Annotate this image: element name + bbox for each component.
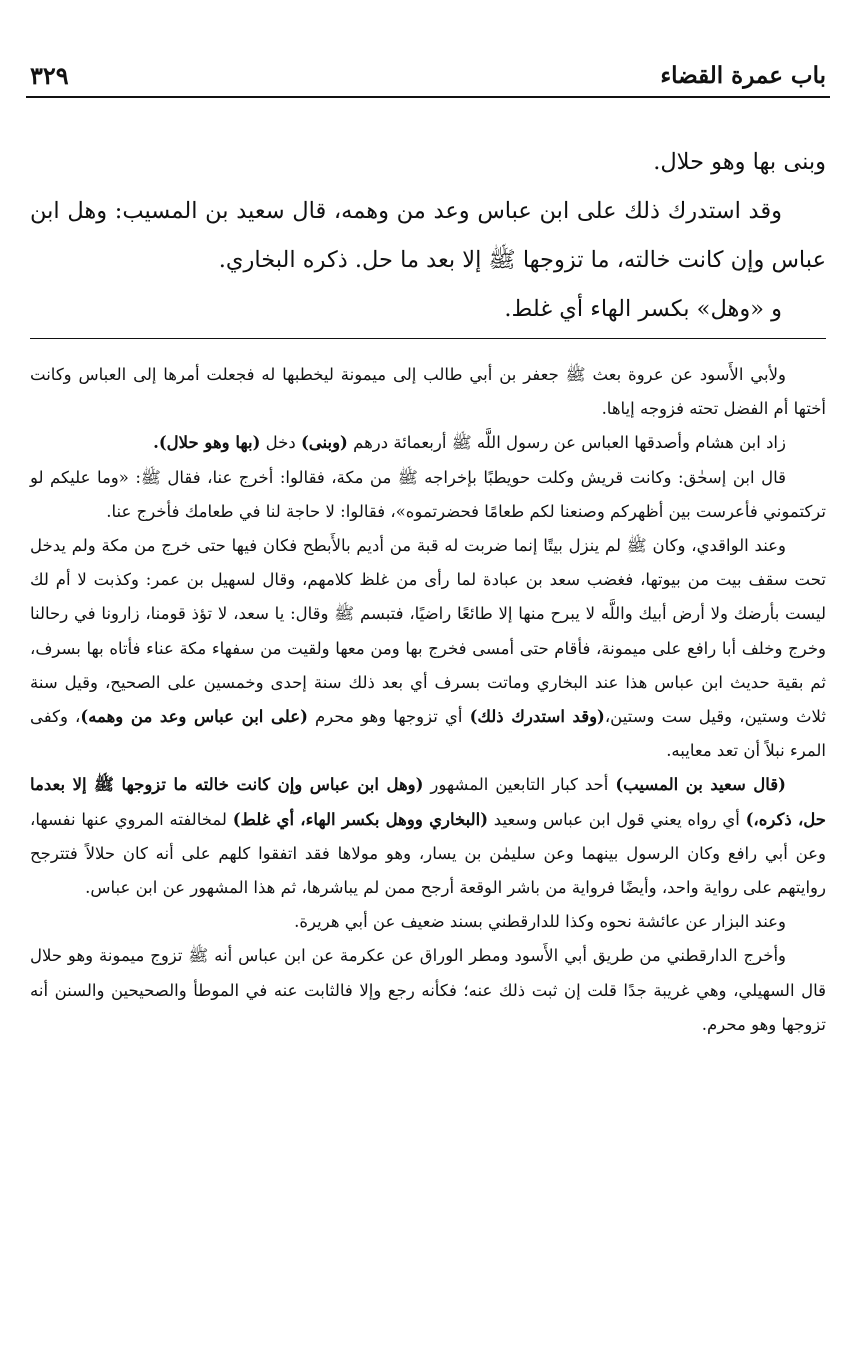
- header-rule: [26, 96, 830, 98]
- section-divider: [30, 338, 826, 339]
- quoted-text: (قال سعيد بن المسيب): [615, 775, 786, 795]
- main-paragraph: وقد استدرك ذلك على ابن عباس وعد من وهمه، قال سعيد بن المسيب: وهل ابن عباس وإن كانت خالته، ما تزوجها ﷺ إلا بعد ما حل. ذكره البخاري.: [30, 198, 826, 273]
- commentary-paragraph: [30, 768, 826, 905]
- commentary-text: وعند الواقدي، وكان ﷺ لم ينزل بيتًا إنما ضربت له قبة من أديم بالأَبطح فكان فيها حتى خرج من مكة ولم يدخل تحت سقف بيت من بيوتها، فغضب سعد بن عبادة لما رأى من غلظ كلامهم، وقال لسهيل بن عمر: وكذبت لا أم لك ليست بأرضك ولا أرض أبيك واللَّه لا يبرح منها إلا طائعًا راضيًا، فتبسم ﷺ وقال: يا سعد، لا تؤذ قومنا، زارونا في رحالنا وخرج وخلف أبا رافع على ميمونة، فأقام حتى أمسى فخرج بها ومن معها ولقيت من سفهاء مكة عناء فأتاه بها بسرف، ثم بقية حديث ابن عباس هذا عند البخاري وماتت بسرف أي بعد ذلك سنة إحدى وخمسين على الصحيح، وقيل سنة ثلاث وستين، وقيل ست وستين،: [30, 536, 826, 727]
- running-header: [30, 58, 826, 92]
- commentary-text: دخل: [260, 433, 301, 453]
- quoted-text: (وهل ابن عباس وإن كانت خالته ما تزوجها ﷺ إلا بعدما حل، ذكره،): [30, 775, 826, 829]
- commentary-text: أي رواه يعني قول ابن عباس وسعيد: [488, 809, 746, 829]
- commentary-text: لمخالفته المروي عنها نفسها، وعن أبي رافع وكان الرسول بينهما وعن سليمٰن بن يسار، وهو مولاها فقد اتفقوا كلهم على أنه كان حلالاً فتترجح روايتهم على رواية واحد، وأيضًا فرواية من باشر الوقعة أرجح ممن لم يباشرها، ثم هذا المشهور عن ابن عباس.: [30, 809, 826, 898]
- quoted-text: (بها وهو حلال).: [153, 433, 261, 453]
- commentary-paragraph: وأخرج الدارقطني من طريق أبي الأَسود ومطر الوراق عن عكرمة عن ابن عباس أنه ﷺ تزوج ميمونة وهو حلال قال السهيلي، وهي غريبة جدًا قلت إن ثبت ذلك عنه؛ فكأنه رجع وإلا فالثابت عنه في الموطأ والصحيحين والسنن أنه تزوجها وهو محرم.: [30, 946, 826, 1034]
- commentary-text: أحد كبار التابعين المشهور: [423, 775, 616, 795]
- main-paragraph: و «وهل» بكسر الهاء أي غلط.: [504, 296, 782, 322]
- main-text: [30, 138, 826, 334]
- commentary-paragraph: [30, 426, 826, 460]
- quoted-text: (وبنى): [300, 433, 348, 453]
- commentary-text: ، وكفى المرء نبلاً أن تعد معايبه.: [30, 707, 826, 761]
- quoted-text: (على ابن عباس وعد من وهمه): [80, 707, 308, 727]
- commentary-text: أي تزوجها وهو محرم: [307, 707, 470, 727]
- page-number: ٣٢٩: [30, 60, 69, 90]
- main-paragraph: وبنى بها وهو حلال.: [653, 149, 826, 175]
- commentary-paragraph: وعند البزار عن عائشة نحوه وكذا للدارقطني بسند ضعيف عن أبي هريرة.: [294, 912, 786, 932]
- quoted-text: (وقد استدرك ذلك): [469, 707, 605, 727]
- chapter-title: باب عمرة القضاء: [660, 61, 826, 89]
- commentary-paragraph: ولأبي الأَسود عن عروة بعث ﷺ جعفر بن أبي طالب إلى ميمونة ليخطبها له فجعلت أمرها إلى العباس وكانت أختها أم الفضل تحته فزوجه إياها.: [30, 365, 826, 419]
- commentary-paragraph: [30, 529, 826, 768]
- quoted-text: (البخاري ووهل بكسر الهاء، أي غلط): [232, 809, 489, 829]
- commentary: [30, 358, 826, 1042]
- commentary-paragraph: قال ابن إسحٰق: وكانت قريش وكلت حويطبًا بإخراجه ﷺ من مكة، فقالوا: أخرج عنا، فقال ﷺ: «وما عليكم لو تركتموني فأعرست بين أظهركم وصنعنا لكم طعامًا فحضرتموه»، فقالوا: لا حاجة لنا في طعامك فأخرج عنا.: [30, 467, 826, 521]
- commentary-text: زاد ابن هشام وأصدقها العباس عن رسول اللَّه ﷺ أربعمائة درهم: [347, 433, 786, 453]
